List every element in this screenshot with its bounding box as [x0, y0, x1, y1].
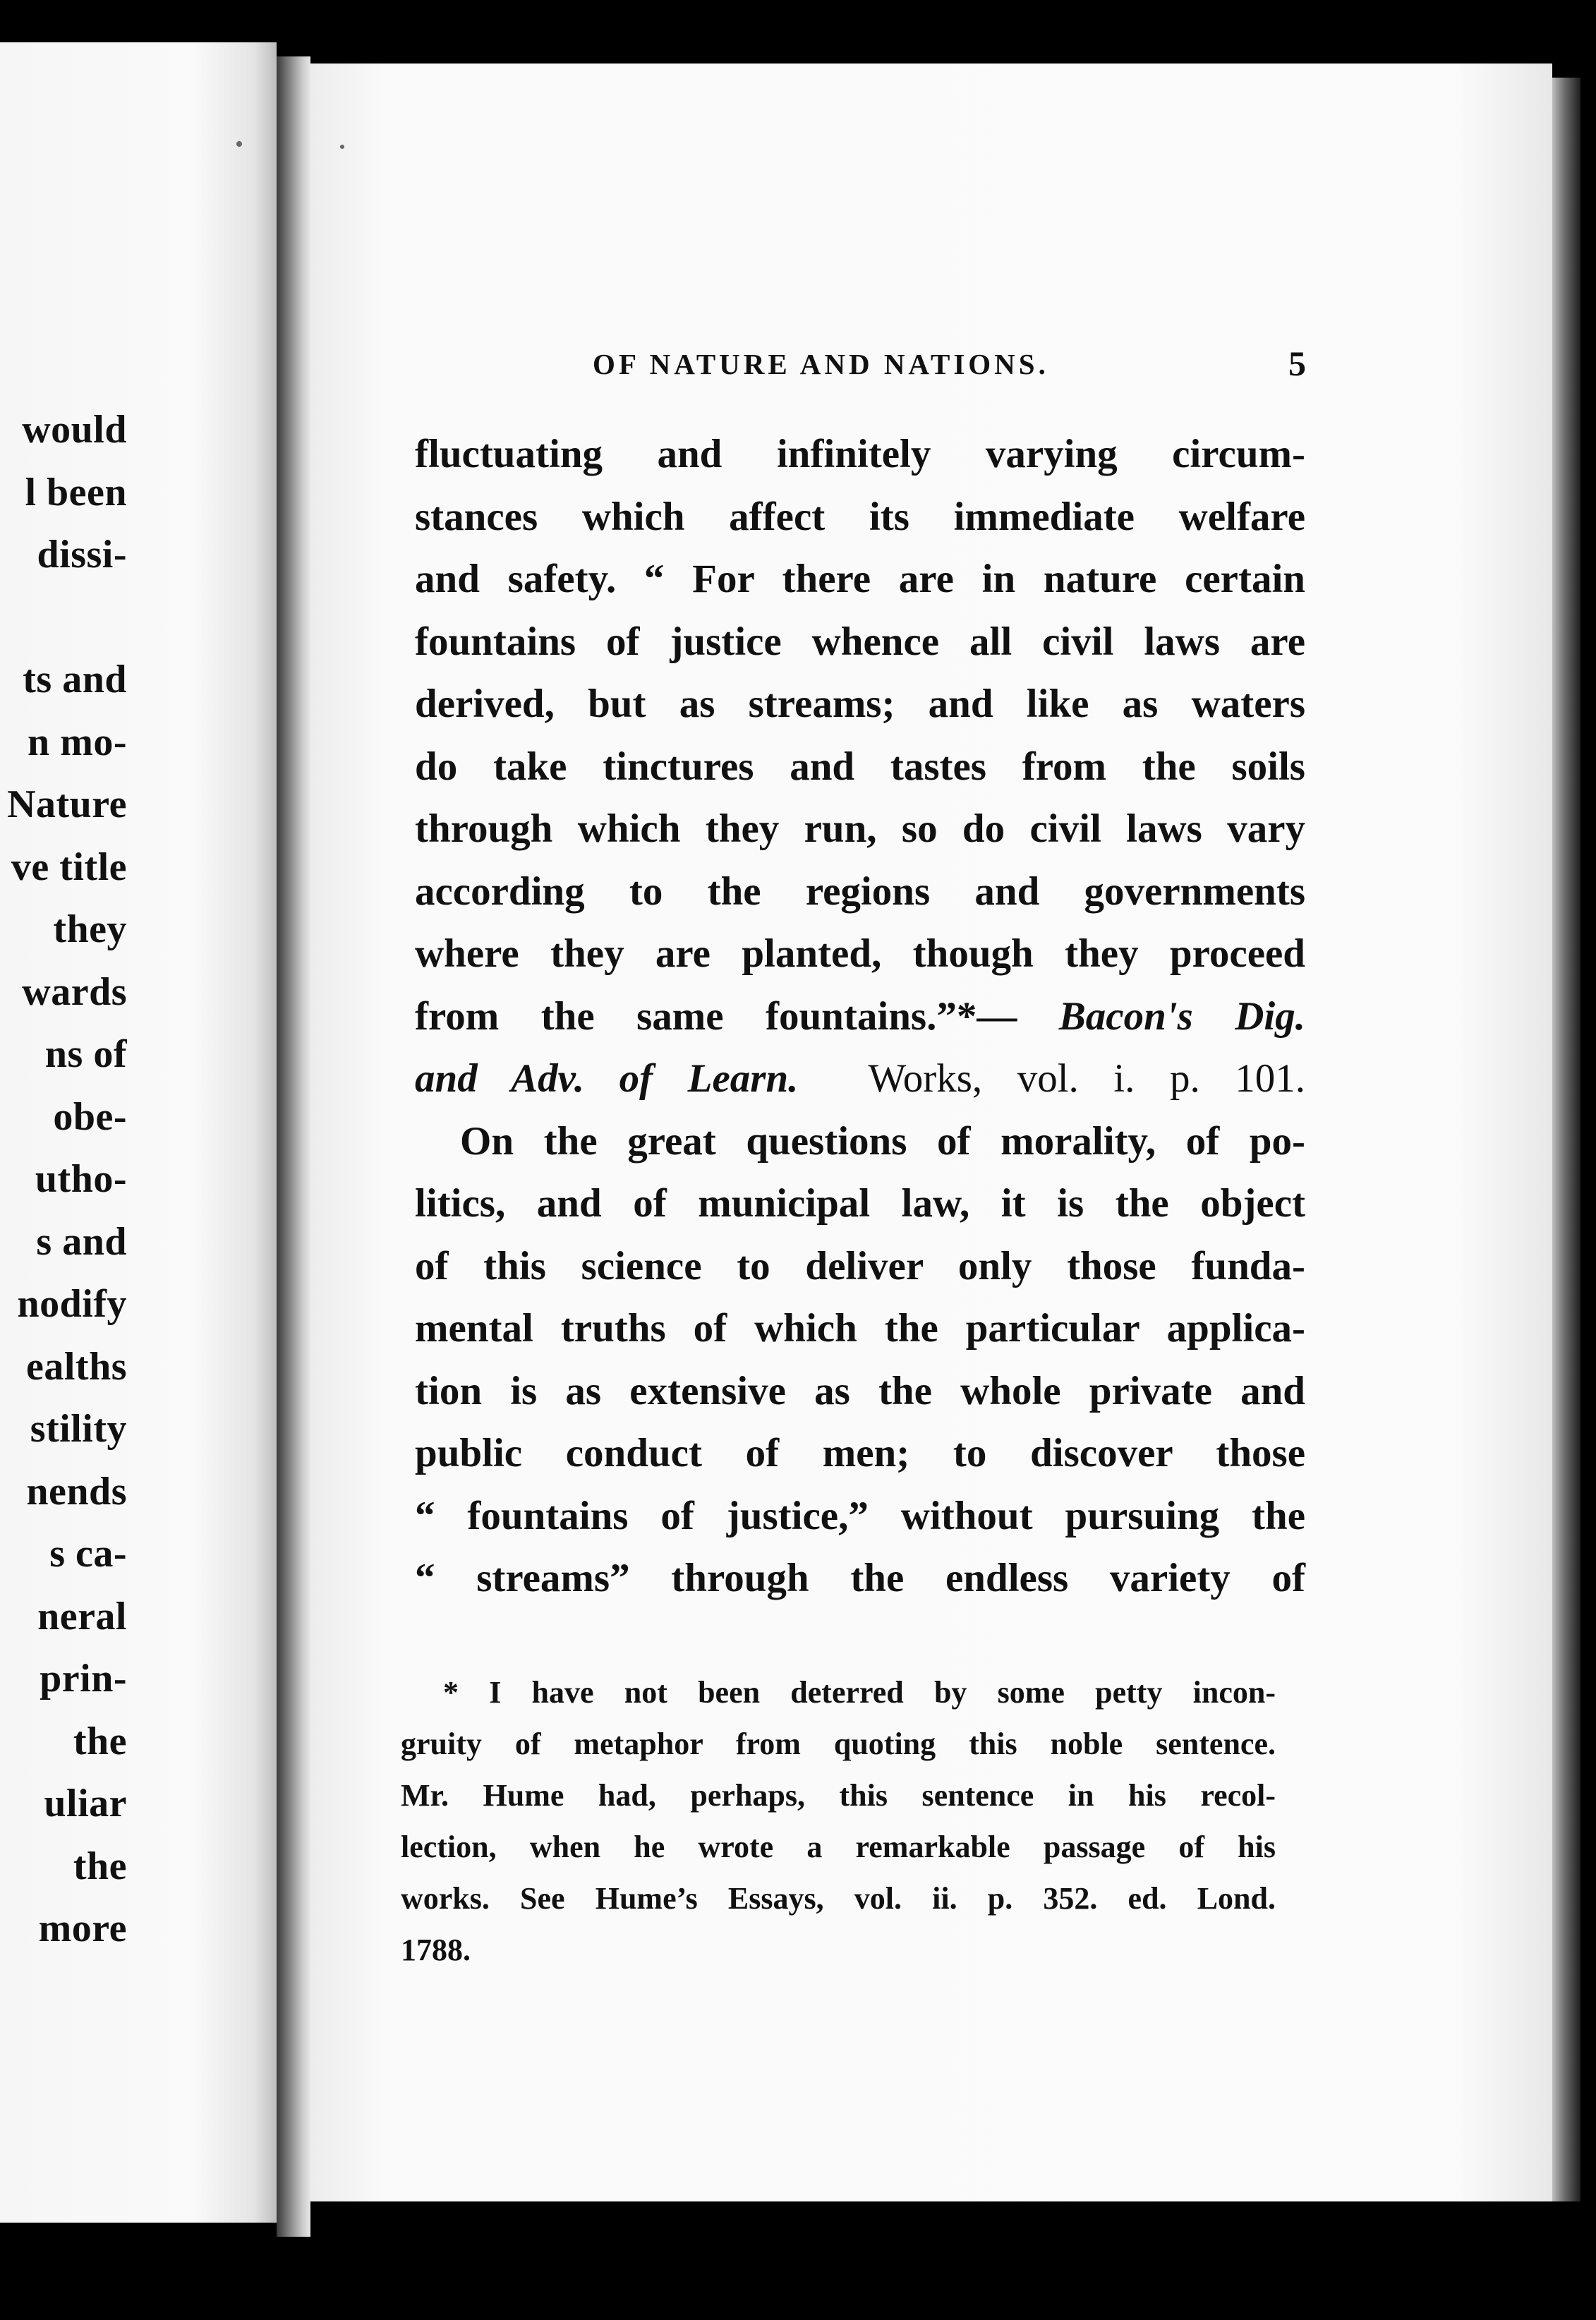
- citation-work: and Adv. of Learn.: [415, 1056, 799, 1101]
- text-line: fountains of justice whence all civil laws are: [415, 619, 1305, 664]
- text-line: mental truths of which the particular applica-: [415, 1306, 1305, 1351]
- left-line: would: [22, 408, 127, 452]
- left-line: dissi-: [37, 533, 127, 576]
- footnote-line: Mr. Hume had, perhaps, this sentence in his recol-: [401, 1778, 1276, 1813]
- text-line: and safety. “ For there are in nature certain: [415, 557, 1305, 601]
- quote-end: from the same fountains.”*—: [415, 993, 1017, 1039]
- left-line: s and: [36, 1219, 127, 1264]
- left-line-gap: [7, 586, 127, 649]
- text-line: do take tinctures and tastes from the soils: [415, 744, 1305, 789]
- text-line: according to the regions and governments: [415, 869, 1305, 914]
- left-line: l been: [25, 470, 127, 514]
- footnote-line: 1788.: [401, 1933, 471, 1967]
- left-line: ve title: [11, 845, 127, 889]
- left-line: wards: [22, 969, 127, 1014]
- left-line: prin-: [40, 1657, 127, 1700]
- footnote: [401, 1667, 1276, 1976]
- citation-ref: Works, vol. i. p. 101.: [868, 1056, 1305, 1101]
- left-line: they: [53, 907, 127, 951]
- left-line: nends: [26, 1469, 127, 1514]
- left-line: the: [73, 1844, 127, 1888]
- page-number: 5: [1288, 344, 1306, 383]
- left-line: n mo-: [28, 720, 127, 764]
- left-line: stility: [30, 1407, 127, 1451]
- text-line-citation-ref: [415, 1048, 1305, 1111]
- footnote-line: works. See Hume’s Essays, vol. ii. p. 352. ed. Lond.: [401, 1881, 1276, 1916]
- footnote-line: lection, when he wrote a remarkable passage of his: [401, 1830, 1276, 1864]
- left-line: utho-: [35, 1157, 127, 1201]
- text-line: stances which affect its immediate welfare: [415, 494, 1305, 539]
- text-line: “ streams” through the endless variety of: [415, 1556, 1305, 1600]
- text-line-citation: [415, 986, 1305, 1049]
- text-line: “ fountains of justice,” without pursuing the: [415, 1493, 1305, 1538]
- left-line: obe-: [53, 1094, 127, 1139]
- running-head: OF NATURE AND NATIONS.: [593, 348, 1049, 380]
- left-line: neral: [37, 1594, 127, 1638]
- left-line: s ca-: [49, 1532, 127, 1576]
- book-gutter: [277, 56, 310, 2237]
- text-line: of this science to deliver only those funda-: [415, 1243, 1305, 1288]
- footnote-line: * I have not been deterred by some petty incon-: [443, 1675, 1276, 1710]
- left-line: nodify: [17, 1282, 127, 1326]
- text-line: public conduct of men; to discover those: [415, 1431, 1305, 1475]
- left-line: ns of: [44, 1032, 127, 1076]
- left-line: the: [73, 1719, 127, 1763]
- text-line: On the great questions of morality, of po-: [460, 1118, 1305, 1164]
- footnote-line: gruity of metaphor from quoting this noble sentence.: [401, 1727, 1276, 1761]
- left-line: Nature: [7, 783, 127, 826]
- text-line: litics, and of municipal law, it is the object: [415, 1181, 1305, 1226]
- left-line: ealths: [26, 1344, 127, 1389]
- text-line: through which they run, so do civil laws vary: [415, 806, 1305, 851]
- text-line: tion is as extensive as the whole private and: [415, 1368, 1305, 1413]
- citation-author: Bacon's Dig.: [1058, 993, 1305, 1039]
- left-line: uliar: [44, 1782, 127, 1825]
- ink-speck: [340, 145, 344, 149]
- text-line: fluctuating and infinitely varying circum-: [415, 432, 1305, 476]
- left-line: ts and: [23, 658, 127, 701]
- ink-speck: [236, 141, 242, 147]
- text-line: where they are planted, though they proceed: [415, 931, 1305, 976]
- left-page: [0, 42, 277, 2223]
- left-page-text: [7, 399, 127, 1960]
- left-line: more: [38, 1907, 127, 1950]
- main-text: [415, 423, 1305, 1610]
- text-line: derived, but as streams; and like as waters: [415, 682, 1305, 726]
- page-edge-shadow: [1552, 78, 1580, 2201]
